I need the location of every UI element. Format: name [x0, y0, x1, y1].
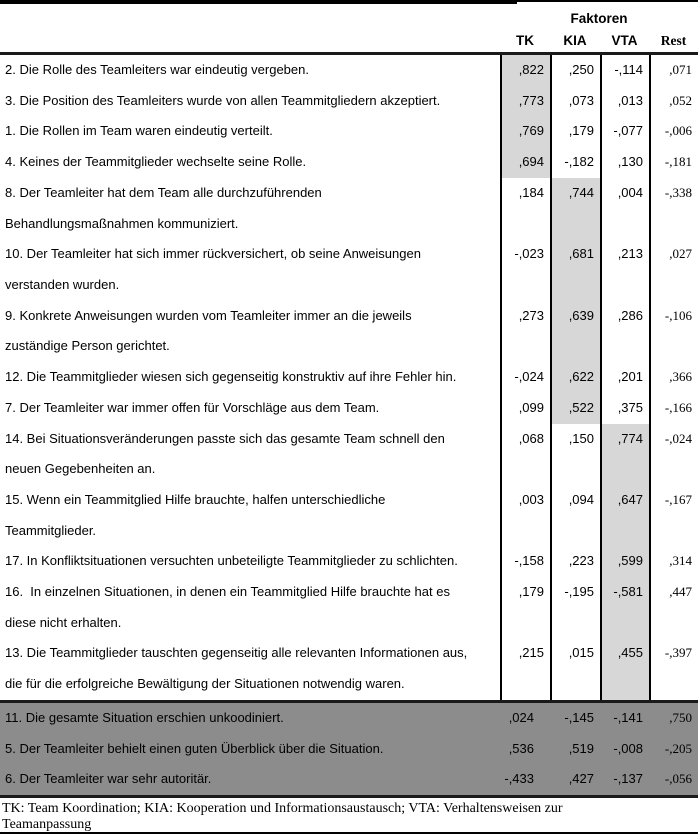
value-cell-kia: -,145: [564, 709, 594, 725]
value-cell-rest: ,027: [649, 239, 698, 300]
statement-line: 7. Der Teamleiter war immer offen für Vorschläge aus dem Team.: [5, 399, 380, 415]
column-header-tk: TK: [516, 33, 534, 48]
table-row: [0, 577, 698, 638]
value-cell-vta: ,774: [600, 424, 649, 485]
value-cell-vta: -,137: [613, 771, 643, 787]
value-cell-kia: ,519: [568, 740, 594, 756]
statement-cell: [0, 764, 500, 795]
statement-line: 16. In einzelnen Situationen, in denen ein Teammitglied Hilfe brauchte hat es: [5, 584, 450, 600]
statement-cell: [0, 86, 500, 117]
top-rule-thick: [0, 0, 517, 4]
value-cell-kia: ,250: [550, 55, 600, 86]
value-cell-tk: ,215: [500, 638, 550, 699]
table-row: [0, 362, 698, 393]
statement-cell: [0, 734, 500, 765]
statement-cell: [0, 485, 500, 546]
statement-cell: [0, 638, 500, 699]
value-cell-tk: ,003: [500, 485, 550, 546]
value-cell-kia: ,639: [550, 301, 600, 362]
statement-cell: [0, 178, 500, 239]
statement-line: Teammitglieder.: [5, 522, 97, 538]
value-cell-vta: ,599: [600, 546, 649, 577]
statement-line: 6. Der Teamleiter war sehr autoritär.: [5, 771, 212, 787]
value-cell-kia: ,015: [550, 638, 600, 699]
table-row: [0, 178, 698, 239]
value-cell-vta: ,647: [600, 485, 649, 546]
value-cell-kia: ,094: [550, 485, 600, 546]
statement-cell: [0, 703, 500, 734]
table-row: [0, 638, 698, 699]
statement-line: 15. Wenn ein Teammitglied Hilfe brauchte, halfen unterschiedliche: [5, 491, 386, 507]
value-cell-tk: ,068: [500, 424, 550, 485]
value-cell-rest: ,052: [649, 86, 698, 117]
value-cell-vta: ,213: [600, 239, 649, 300]
table-row: [0, 393, 698, 424]
statement-line: Behandlungsmaßnahmen kommuniziert.: [5, 215, 239, 231]
value-cell-kia: -,182: [550, 147, 600, 178]
statement-cell: [0, 147, 500, 178]
value-cell-kia: ,522: [550, 393, 600, 424]
statement-line: 3. Die Position des Teamleiters wurde von allen Teammitgliedern akzeptiert.: [5, 92, 441, 108]
value-cell-rest: -,006: [649, 116, 698, 147]
table-row: [0, 703, 698, 734]
statement-cell: [0, 546, 500, 577]
table-row: [0, 147, 698, 178]
statement-cell: [0, 577, 500, 638]
statement-cell: [0, 55, 500, 86]
value-cell-vta: ,130: [600, 147, 649, 178]
table-row: [0, 116, 698, 147]
value-cell-rest: ,314: [649, 546, 698, 577]
value-cell-vta: ,013: [600, 86, 649, 117]
statement-line: 1. Die Rollen im Team waren eindeutig verteilt.: [5, 123, 273, 139]
footnote-line: TK: Team Koordination; KIA: Kooperation und Informationsaustausch; VTA: Verhaltensweisen zur: [2, 800, 563, 816]
column-header-kia: KIA: [563, 33, 587, 48]
value-cell-kia: ,681: [550, 239, 600, 300]
value-cell-tk: ,773: [500, 86, 550, 117]
value-cell-tk: -,024: [500, 362, 550, 393]
group-header-row: [0, 4, 698, 32]
value-cell-vta: ,455: [600, 638, 649, 699]
statement-line: 8. Der Teamleiter hat dem Team alle durchzuführenden: [5, 184, 322, 200]
table-row: [0, 86, 698, 117]
statement-line: 12. Die Teammitglieder wiesen sich gegenseitig konstruktiv auf ihre Fehler hin.: [5, 369, 457, 385]
statement-line: 4. Keines der Teammitglieder wechselte seine Rolle.: [5, 154, 307, 170]
value-cell-kia: ,179: [550, 116, 600, 147]
value-cell-tk: ,694: [500, 147, 550, 178]
value-cell-tk: ,822: [500, 55, 550, 86]
value-cell-vta: -,008: [613, 740, 643, 756]
table-row: [0, 764, 698, 795]
value-cell-vta: ,375: [600, 393, 649, 424]
value-cell-tk: ,536: [508, 740, 534, 756]
table-row: [0, 424, 698, 485]
table-row: [0, 734, 698, 765]
value-cell-tk: -,433: [504, 771, 534, 787]
value-cell-rest: -,338: [649, 178, 698, 239]
statement-cell: [0, 116, 500, 147]
statement-cell: [0, 393, 500, 424]
value-cell-tk: ,769: [500, 116, 550, 147]
column-header-spacer: [0, 32, 500, 52]
statement-line: 10. Der Teamleiter hat sich immer rückversichert, ob seine Anweisungen: [5, 246, 421, 262]
value-cell-rest: -,166: [649, 393, 698, 424]
value-cell-kia: ,427: [568, 771, 594, 787]
statement-line: die für die erfolgreiche Bewältigung der Situationen notwendig waren.: [5, 676, 405, 692]
value-cell-kia: ,622: [550, 362, 600, 393]
statement-line: 5. Der Teamleiter behielt einen guten Überblick über die Situation.: [5, 740, 384, 756]
column-header-row: [0, 32, 698, 52]
statement-line: verstanden wurden.: [5, 276, 120, 292]
table-row: [0, 239, 698, 300]
statement-line: neuen Gegebenheiten an.: [5, 461, 156, 477]
group-header-spacer: [0, 4, 500, 34]
value-cell-rest: ,071: [649, 55, 698, 86]
value-cell-rest: ,447: [649, 577, 698, 638]
statement-cell: [0, 362, 500, 393]
value-cell-vta: -,114: [600, 55, 649, 86]
statement-line: zuständige Person gerichtet.: [5, 338, 170, 354]
value-cell-vta: -,581: [600, 577, 649, 638]
value-cell-rest: -,024: [649, 424, 698, 485]
column-header-vta: VTA: [611, 33, 638, 48]
value-cell-vta: -,141: [613, 709, 643, 725]
table-footnote: [0, 798, 698, 833]
value-cell-tk: ,179: [500, 577, 550, 638]
footnote-line: Teamanpassung: [2, 816, 92, 832]
value-cell-vta: ,201: [600, 362, 649, 393]
value-cell-tk: -,158: [500, 546, 550, 577]
statement-line: 13. Die Teammitglieder tauschten gegenseitig alle relevanten Informationen aus,: [5, 645, 468, 661]
value-cell-rest: -,167: [649, 485, 698, 546]
statement-line: 2. Die Rolle des Teamleiters war eindeutig vergeben.: [5, 62, 309, 77]
table-row: [0, 55, 698, 86]
value-cell-tk: ,024: [508, 709, 534, 725]
table-row: [0, 485, 698, 546]
value-cell-vta: -,077: [600, 116, 649, 147]
statement-cell: [0, 301, 500, 362]
statement-cell: [0, 424, 500, 485]
value-cell-kia: ,150: [550, 424, 600, 485]
faktoren-group-header: Faktoren: [570, 11, 628, 26]
value-cell-kia: ,073: [550, 86, 600, 117]
value-cell-vta: ,286: [600, 301, 649, 362]
statement-line: diese nicht erhalten.: [5, 614, 122, 630]
value-cell-tk: ,184: [500, 178, 550, 239]
value-cell-rest: -,056: [664, 771, 692, 787]
statement-line: 11. Die gesamte Situation erschien unkoodiniert.: [5, 709, 284, 725]
value-cell-tk: -,023: [500, 239, 550, 300]
value-cell-rest: -,397: [649, 638, 698, 699]
value-cell-rest: -,205: [664, 740, 692, 756]
top-rule-thin: [517, 0, 698, 2]
statement-line: 9. Konkrete Anweisungen wurden vom Teamleiter immer an die jeweils: [5, 307, 412, 323]
value-cell-rest: ,750: [669, 709, 692, 725]
statement-line: 17. In Konfliktsituationen versuchten unbeteiligte Teammitglieder zu schlichten.: [5, 553, 458, 569]
value-cell-kia: ,744: [550, 178, 600, 239]
column-header-rest: Rest: [660, 33, 687, 48]
value-cell-kia: -,195: [550, 577, 600, 638]
table-body-dark: [0, 703, 698, 795]
table-body-light: [0, 55, 698, 700]
statement-cell: [0, 239, 500, 300]
value-cell-rest: -,181: [649, 147, 698, 178]
value-cell-kia: ,223: [550, 546, 600, 577]
table-row: [0, 301, 698, 362]
value-cell-rest: -,106: [649, 301, 698, 362]
value-cell-tk: ,273: [500, 301, 550, 362]
value-cell-vta: ,004: [600, 178, 649, 239]
value-cell-tk: ,099: [500, 393, 550, 424]
statement-line: 14. Bei Situationsveränderungen passte sich das gesamte Team schnell den: [5, 430, 445, 446]
table-row: [0, 546, 698, 577]
value-cell-rest: ,366: [649, 362, 698, 393]
